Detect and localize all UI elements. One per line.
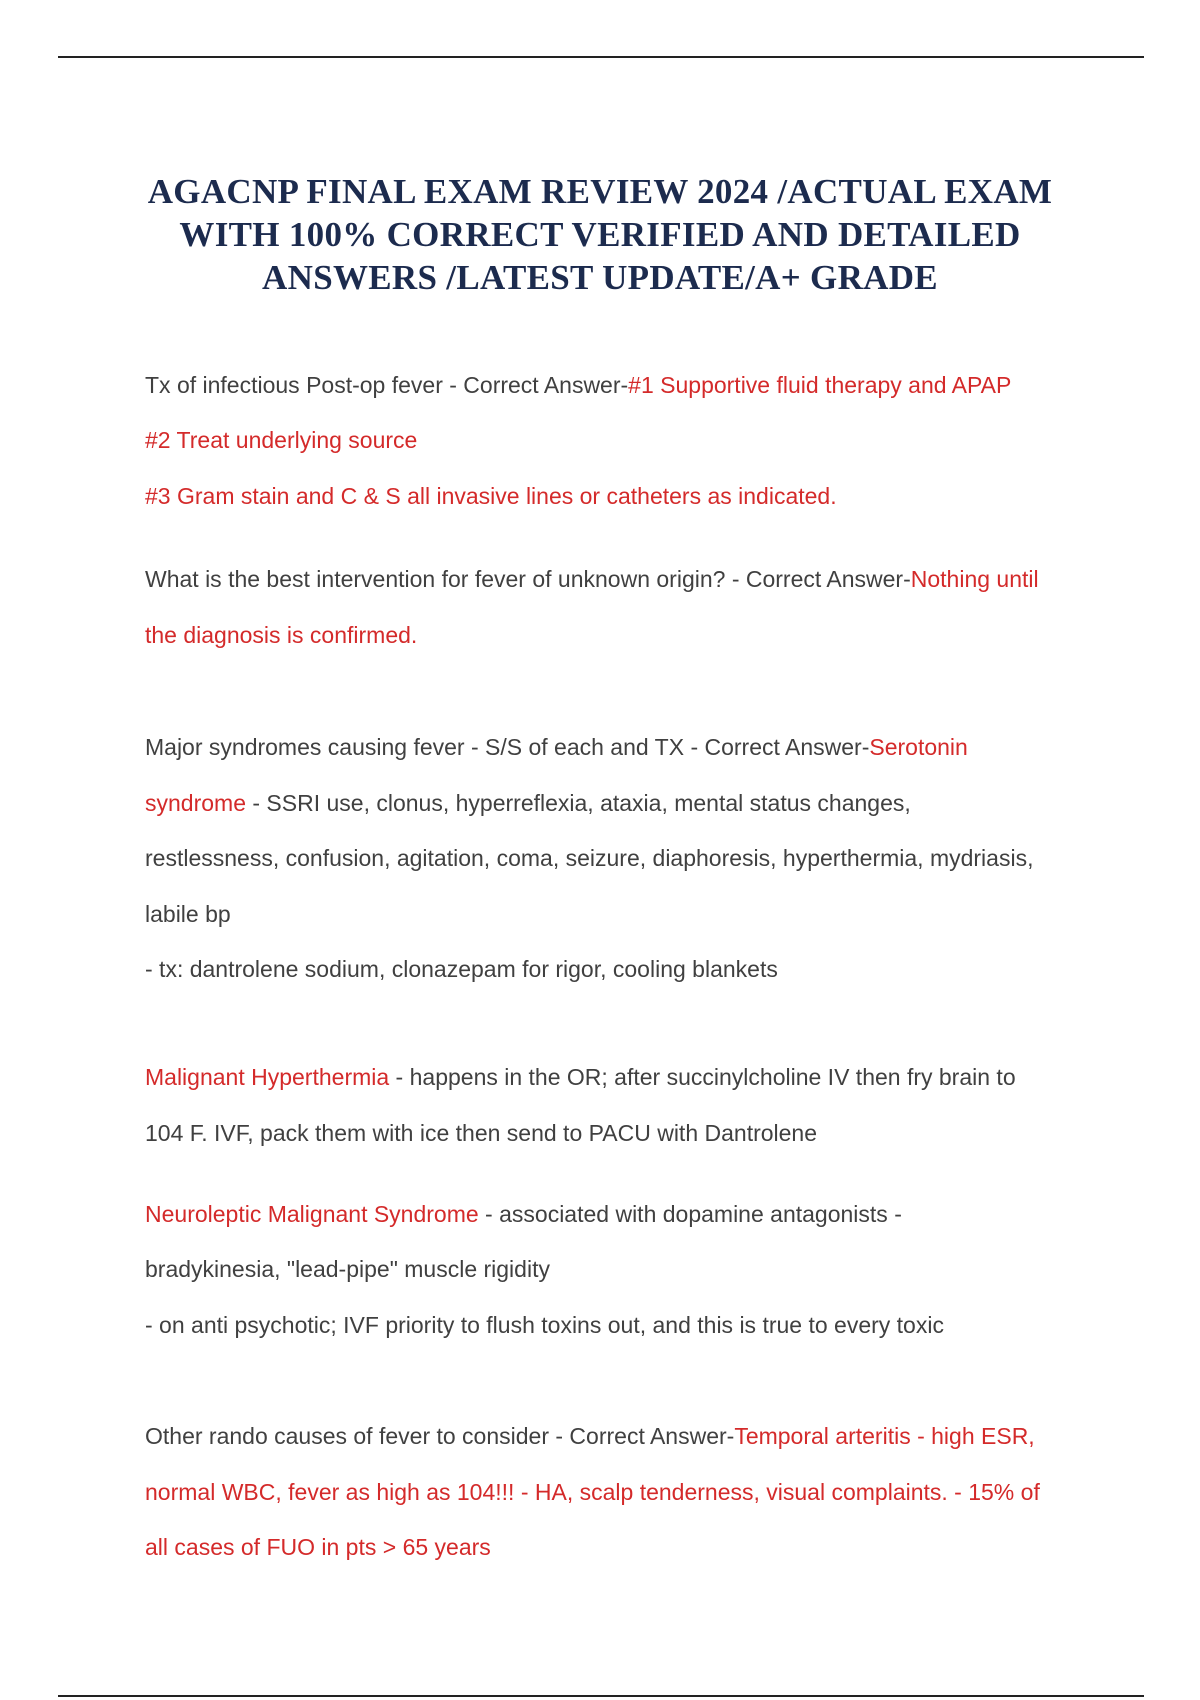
q3-line-1 bbox=[145, 732, 968, 762]
q4-answer-line-2: normal WBC, fever as high as 104!!! - HA, scalp tenderness, visual complaints. - 15% of bbox=[145, 1479, 1040, 1505]
q2-line-1 bbox=[145, 564, 1039, 594]
q2-answer-part-2: the diagnosis is confirmed. bbox=[145, 622, 418, 648]
q4-line-1 bbox=[145, 1421, 1035, 1451]
q1-answer-line-2: #2 Treat underlying source bbox=[145, 427, 418, 453]
bottom-rule bbox=[58, 1695, 1144, 1697]
q3-line-2 bbox=[145, 788, 911, 818]
q4-question: Other rando causes of fever to consider - Correct Answer- bbox=[145, 1423, 735, 1449]
mh-line-1 bbox=[145, 1062, 1016, 1092]
q4-answer-line-3: all cases of FUO in pts > 65 years bbox=[145, 1534, 491, 1560]
serotonin-desc-3: labile bp bbox=[145, 901, 231, 927]
title-line-3: ANSWERS /LATEST UPDATE/A+ GRADE bbox=[262, 258, 938, 297]
serotonin-term-part-2: syndrome bbox=[145, 790, 246, 816]
q1-answer-line-3: #3 Gram stain and C & S all invasive lines or catheters as indicated. bbox=[145, 483, 837, 509]
title-line-2: WITH 100% CORRECT VERIFIED AND DETAILED bbox=[179, 215, 1021, 254]
q2-answer-part-1: Nothing until bbox=[910, 566, 1039, 592]
q1-question: Tx of infectious Post-op fever - Correct Answer- bbox=[145, 372, 629, 398]
top-rule bbox=[58, 56, 1144, 58]
q1-line-1 bbox=[145, 370, 1011, 400]
q1-answer-line-1: #1 Supportive fluid therapy and APAP bbox=[628, 372, 1012, 398]
nms-desc-3: - on anti psychotic; IVF priority to flush toxins out, and this is true to every toxic bbox=[145, 1312, 944, 1338]
serotonin-desc-1: - SSRI use, clonus, hyperreflexia, ataxia, mental status changes, bbox=[245, 790, 911, 816]
q4-answer-line-1: Temporal arteritis - high ESR, bbox=[734, 1423, 1035, 1449]
nms-line-1 bbox=[145, 1199, 902, 1229]
nms-desc-1: - associated with dopamine antagonists - bbox=[478, 1201, 902, 1227]
serotonin-tx: - tx: dantrolene sodium, clonazepam for rigor, cooling blankets bbox=[145, 956, 778, 982]
serotonin-term-part-1: Serotonin bbox=[869, 734, 968, 760]
document-title bbox=[120, 170, 1080, 299]
nms-term: Neuroleptic Malignant Syndrome bbox=[145, 1201, 479, 1227]
serotonin-desc-2: restlessness, confusion, agitation, coma, seizure, diaphoresis, hyperthermia, mydriasis, bbox=[145, 845, 1034, 871]
q3-question: Major syndromes causing fever - S/S of each and TX - Correct Answer- bbox=[145, 734, 870, 760]
mh-term: Malignant Hyperthermia bbox=[145, 1064, 390, 1090]
mh-desc-1: - happens in the OR; after succinylcholine IV then fry brain to bbox=[389, 1064, 1016, 1090]
q2-question: What is the best intervention for fever of unknown origin? - Correct Answer- bbox=[145, 566, 911, 592]
mh-desc-2: 104 F. IVF, pack them with ice then send to PACU with Dantrolene bbox=[145, 1120, 818, 1146]
title-line-1: AGACNP FINAL EXAM REVIEW 2024 /ACTUAL EXAM bbox=[147, 172, 1053, 211]
nms-desc-2: bradykinesia, "lead-pipe" muscle rigidity bbox=[145, 1256, 550, 1282]
